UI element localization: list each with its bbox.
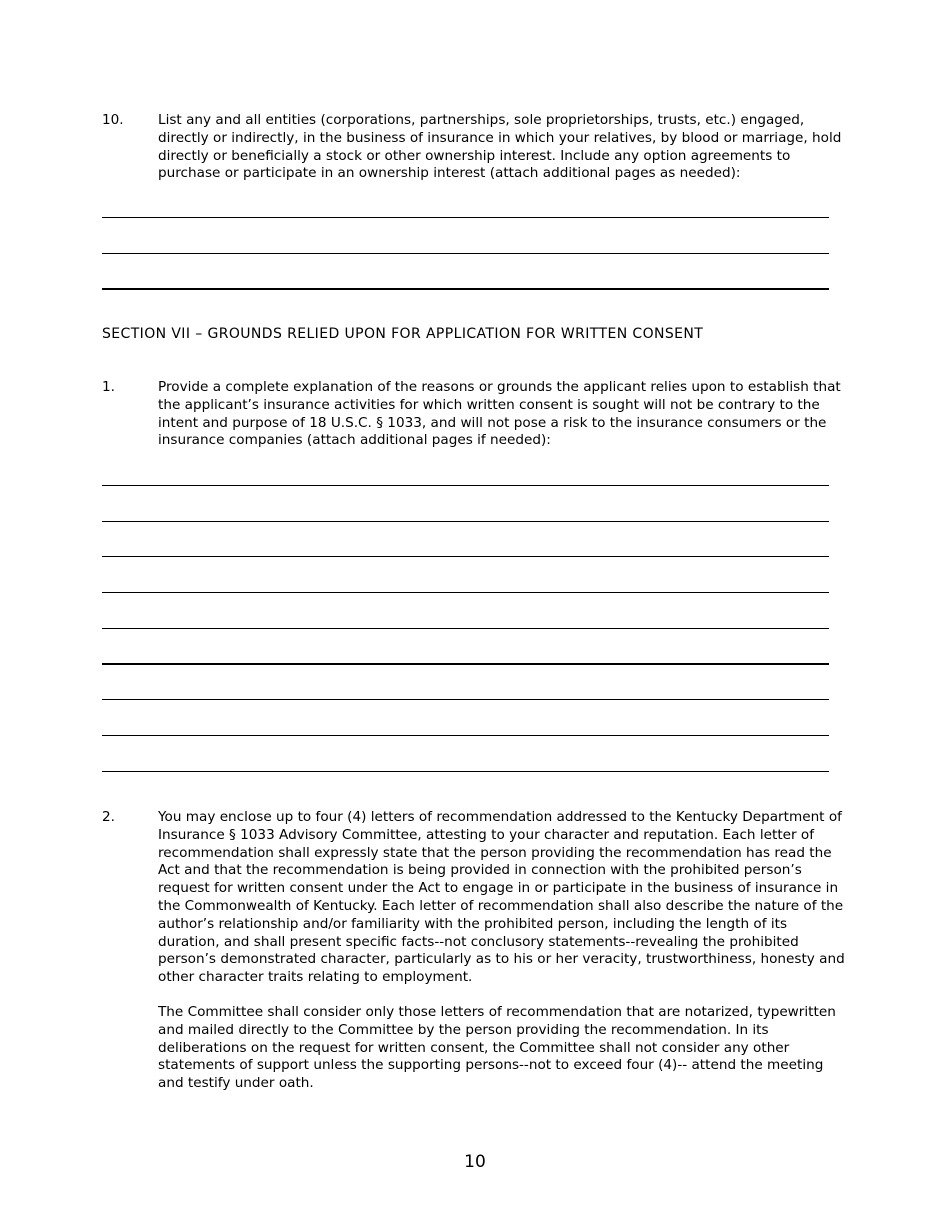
answer-line[interactable] [102, 253, 829, 254]
item-2 [102, 809, 848, 1093]
answer-line[interactable] [102, 556, 829, 557]
question-10 [102, 112, 848, 183]
answer-line[interactable] [102, 628, 829, 629]
question-text: List any and all entities (corporations, partnerships, sole proprietorships, trusts, etc.) engaged, directly or indirectly, in the business of insurance in which your relatives, by blood or marriage, hold directly or beneficially a stock or other ownership interest. Include any option agreements to purchase or participate in an ownership interest (attach additional pages as needed): [158, 112, 842, 182]
answer-line[interactable] [102, 485, 829, 486]
recommendation-letters-paragraph: You may enclose up to four (4) letters of recommendation addressed to the Kentucky Department of Insurance § 1033 Advisory Committee, attesting to your character and reputation. Each letter of recommendation shall expressly state that the person providing the recommendation has read the Act and that the recommendation is being provided in connection with the prohibited person’s request for written consent under the Act to engage in or participate in the business of insurance in the Commonwealth of Kentucky. Each letter of recommendation shall also describe the nature of the author’s relationship and/or familiarity with the prohibited person, including the length of its duration, and shall present specific facts--not conclusory statements--revealing the prohibited person’s demonstrated character, particularly as to his or her veracity, trustworthiness, honesty and other character traits relating to employment. [158, 809, 845, 986]
section-heading: SECTION VII – GROUNDS RELIED UPON FOR APPLICATION FOR WRITTEN CONSENT [102, 326, 704, 342]
question-text: Provide a complete explanation of the reasons or grounds the applicant relies upon to establish that the applicant’s insurance activities for which written consent is sought will not be contrary to the intent and purpose of 18 U.S.C. § 1033, and will not pose a risk to the insurance consumers or the insurance companies (attach additional pages if needed): [158, 379, 841, 449]
committee-consideration-paragraph: The Committee shall consider only those letters of recommendation that are notarized, typewritten and mailed directly to the Committee by the person providing the recommendation. In its deliberations on the request for written consent, the Committee shall not consider any other statements of support unless the supporting persons--not to exceed four (4)-- attend the meeting and testify under oath. [158, 1003, 836, 1092]
answer-line[interactable] [102, 592, 829, 593]
item-number: 2. [102, 809, 115, 825]
question-number: 10. [102, 112, 124, 128]
answer-line[interactable] [102, 735, 829, 736]
answer-line[interactable] [102, 288, 829, 290]
answer-line[interactable] [102, 771, 829, 772]
page-number: 10 [464, 1152, 486, 1172]
answer-line[interactable] [102, 663, 829, 665]
answer-line[interactable] [102, 699, 829, 700]
answer-line[interactable] [102, 521, 829, 522]
answer-line[interactable] [102, 217, 829, 218]
question-number: 1. [102, 379, 115, 395]
question-1 [102, 379, 848, 450]
